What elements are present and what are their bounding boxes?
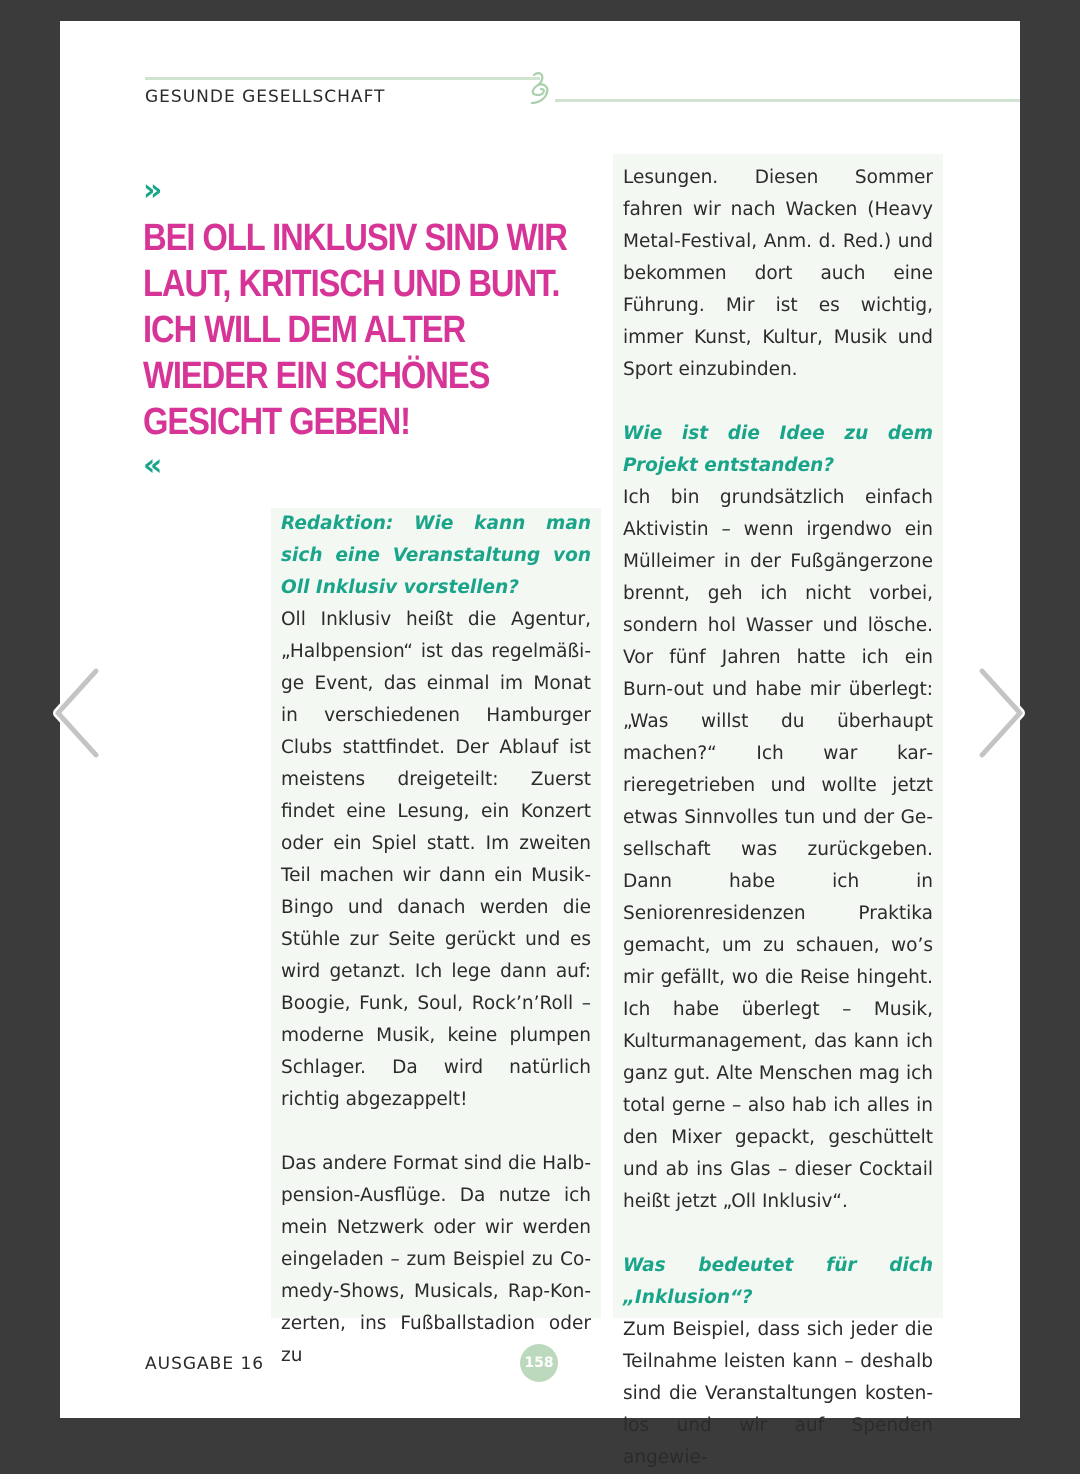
interview-question: Was bedeutet für dich „Inklusion“?	[623, 1255, 933, 1308]
magazine-page	[60, 21, 1020, 1468]
header-rule	[145, 77, 540, 80]
interview-answer: Lesungen. Diesen Sommer fahren wir nach Wacken (Heavy Metal-Festival, Anm. d. Red.) und bekommen dort auch eine Führung. Mir ist es wichtig, immer Kunst, Kultur, Musik und Sport einzubinden.	[623, 167, 933, 380]
interview-answer: Oll Inklusiv heißt die Agentur, „Halbpension“ ist das regelmäßige Event, das einmal im Monat in verschiedenen Hamburger Clubs stattfindet. Der Ablauf ist meistens dreigeteilt: Zuerst findet eine Lesung, ein Konzert oder ein Spiel statt. Im zweiten Teil machen wir dann ein Musik-Bingo und danach werden die Stühle zur Seite gerückt und es wird getanzt. Ich lege dann auf: Boogie, Funk, Soul, Rock’n’Roll – moderne Musik, keine plumpen Schlager. Da wird natürlich richtig abgezappelt!	[281, 609, 591, 1110]
header-rule-right	[555, 99, 1020, 102]
interview-answer: Ich bin grundsätzlich einfach Aktivistin – wenn irgendwo ein Mülleimer in der Fußgängerzone brennt, geh ich nicht vorbei, sondern hol Wasser und lösche. Vor fünf Jahren hatte ich ein Burn-out und habe mir überlegt: „Was willst du überhaupt machen?“ Ich war karrieregetrieben und wollte jetzt etwas Sinnvolles tun und der Gesellschaft was zurückgeben. Dann habe ich in Seniorenresidenzen Praktika gemacht, um zu schauen, wo’s mir gefällt, wo die Reise hingeht. Ich habe überlegt – Musik, Kulturmanagement, das kann ich ganz gut. Alte Menschen mag ich total gerne – also hab ich alles in den Mixer gepackt, geschüttelt und ab ins Glas – dieser Cocktail heißt jetzt „Oll Inklusiv“.	[623, 487, 933, 1212]
page-number-badge: 158	[520, 1344, 558, 1382]
interview-answer: Das andere Format sind die Halbpension-Ausflüge. Da nutze ich mein Netzwerk oder wir werden eingeladen – zum Beispiel zu Comedy-Shows, Musicals, Rap-Konzerten, ins Fußballstadion oder zu	[281, 1153, 591, 1366]
section-title: GESUNDE GESELLSCHAFT	[145, 87, 386, 107]
interview-question: Redaktion: Wie kann man sich eine Veranstaltung von Oll Inklusiv vorstellen?	[281, 513, 591, 598]
next-page-arrow-icon[interactable]	[970, 665, 1030, 765]
interview-answer: Zum Beispiel, dass sich jeder die Teilnahme leisten kann – deshalb sind die Veranstaltungen kostenlos und wir auf Spenden angewie-	[623, 1319, 933, 1468]
ornament-icon	[524, 69, 558, 109]
quote-close-mark: «	[143, 448, 163, 483]
issue-label: AUSGABE 16	[145, 1354, 265, 1374]
quote-open-mark: »	[143, 173, 163, 208]
interview-question: Wie ist die Idee zu dem Projekt entstanden?	[623, 423, 933, 476]
text-column-right	[613, 154, 943, 1468]
previous-page-arrow-icon[interactable]	[48, 665, 108, 765]
pull-quote: BEI OLL INKLUSIV SIND WIR LAUT, KRITISCH UND BUNT. ICH WILL DEM ALTER WIEDER EIN SCHÖNES GESICHT GEBEN!	[143, 217, 567, 443]
